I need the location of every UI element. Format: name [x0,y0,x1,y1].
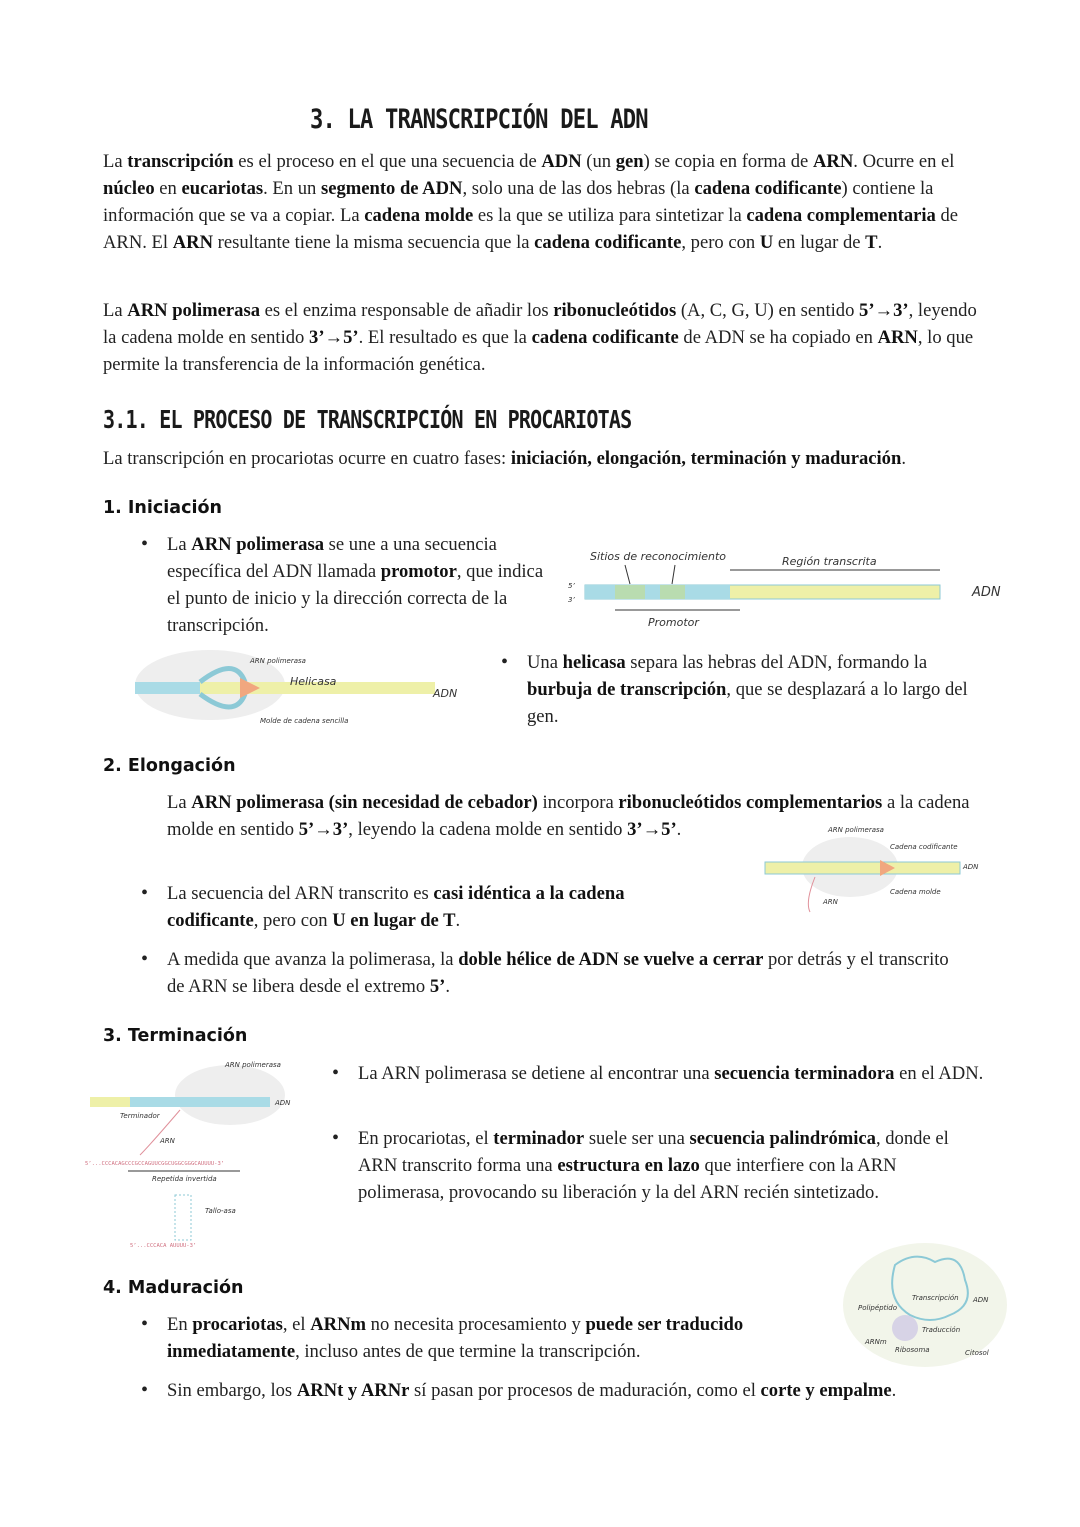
cell-diagram [840,1240,1010,1370]
label-promotor: Promotor [648,616,699,629]
bold-text: 5’→3’ [298,819,349,840]
bold-text: ARN [877,327,918,348]
text: no necesita procesamiento y [366,1314,586,1335]
text: es el proceso en el que una secuencia de [233,151,542,172]
text: . Ocurre en el [853,151,955,172]
phase-title-initiation: 1. Iniciación [103,498,222,518]
bullet-rna-sequence [103,880,683,934]
text: La [167,534,192,555]
text: . [891,1380,897,1401]
text: , lo que permite la transferencia de la información genética. [103,327,974,375]
label-adn: ADN [433,687,458,700]
bold-text: terminador [493,1128,585,1149]
label-pol: ARN polimerasa [250,657,306,665]
helicase-diagram [115,645,465,730]
text: , leyendo la cadena molde en sentido [348,819,628,840]
text: (un [581,151,616,172]
text: es el enzima responsable de añadir los [260,300,554,321]
label-arn: ARN [823,898,838,906]
bullet-helicase [463,649,983,730]
label-arn: ARN [160,1137,175,1145]
label-molde: Molde de cadena sencilla [260,717,349,725]
bold-text: 3’→5’ [309,327,359,348]
text: . [455,910,461,931]
text: , pero con [681,232,760,253]
text: , que indica el punto de inicio y la dirección correcta de la transcripción. [167,561,544,636]
bold-text: ARNm [310,1314,367,1335]
text: es la que se utiliza para sintetizar la [473,205,747,226]
bold-text: núcleo [103,178,155,199]
label-term: Terminador [120,1112,160,1120]
text: que interfiere con la ARN polimerasa, provocando su liberación y la del ARN recién sintetizado. [358,1155,897,1203]
bullet-helix-close [103,946,963,1000]
bold-text: transcripción [127,151,234,172]
text: en [154,178,182,199]
bold-text: cadena complementaria [746,205,936,226]
text: . [445,976,450,997]
label-arnm: ARNm [865,1338,887,1346]
bold-text: T [865,232,878,253]
bold-text: ribonucleótidos complementarios [618,792,883,813]
text: , donde el ARN transcrito forma una [358,1128,949,1176]
phase-title-elongation: 2. Elongación [103,756,236,776]
text: , que se desplazará a lo largo del gen. [527,679,968,727]
label-rep: Repetida invertida [152,1175,217,1183]
label-tallo: Tallo-asa [205,1207,236,1215]
label-adn: ADN [963,863,979,871]
bold-text: corte y empalme [760,1380,892,1401]
text: separa las hebras del ADN, formando la [625,652,928,673]
bold-text: procariotas [192,1314,283,1335]
bold-text: U [759,232,774,253]
label-trad: Traducción [922,1326,961,1334]
bold-text: doble hélice de ADN se vuelve a cerrar [458,949,764,970]
label-pol: ARN polimerasa [225,1061,281,1069]
bold-text: cadena codificante [694,178,842,199]
section-title: 3.1. EL PROCESO DE TRANSCRIPCIÓN EN PROCARIOTAS [103,405,632,434]
text: La [103,151,128,172]
bold-text: puede ser traducido inmediatamente [167,1314,744,1362]
text: . [877,232,883,253]
intro-paragraph-2 [103,297,983,378]
text: sí pasan por procesos de maduración, como el [409,1380,761,1401]
bold-text: segmento de ADN [320,178,463,199]
bullet-trna-rrna [103,1377,983,1404]
text: A medida que avanza la polimerasa, la [167,949,459,970]
section-intro [103,445,1003,472]
bold-text: gen [615,151,644,172]
text: La ARN polimerasa se detiene al encontrar una [358,1063,715,1084]
label-sites: Sitios de reconocimiento [590,550,727,563]
bold-text: ADN [541,151,582,172]
label-poli: Polipéptido [858,1304,898,1312]
promoter-diagram [560,540,1020,635]
text: ) contiene la información que se va a copiar. La [103,178,934,226]
bold-text: secuencia palindrómica [689,1128,876,1149]
phase-title-maturation: 4. Maduración [103,1278,244,1298]
phase-title-termination: 3. Terminación [103,1026,248,1046]
bold-text: ARN polimerasa (sin necesidad de cebador) [191,792,538,813]
bold-text: cadena molde [364,205,474,226]
text: , incluso antes de que termine la transcripción. [295,1341,641,1362]
bold-text: U en lugar de T [332,910,456,931]
bold-text: helicasa [562,652,626,673]
text: La [167,792,192,813]
bold-text: 5’→3’ [859,300,909,321]
text: incorpora [537,792,619,813]
bold-text: iniciación, elongación, terminación y maduración [510,448,902,469]
bold-text: eucariotas [181,178,264,199]
bold-text: promotor [380,561,457,582]
bullet-mrna [103,1311,803,1365]
label-helicasa: Helicasa [290,675,337,688]
text: de ARN. El [103,205,959,253]
bullet-promoter [103,531,553,639]
text: En [167,1314,193,1335]
elongation-diagram [750,822,990,917]
label-3: 3’ [568,596,575,604]
text: , el [282,1314,311,1335]
bold-text: casi idéntica a la cadena codificante [167,883,625,931]
bold-text: burbuja de transcripción [527,679,727,700]
label-adn: ADN [275,1099,291,1107]
bold-text: secuencia terminadora [714,1063,895,1084]
text: en lugar de [773,232,866,253]
label-molde: Cadena molde [890,888,941,896]
bold-text: cadena codificante [534,232,682,253]
bold-text: 3’→5’ [627,819,677,840]
page-title: 3. LA TRANSCRIPCIÓN DEL ADN [310,104,648,135]
bold-text: ribonucleótidos [553,300,677,321]
text: La secuencia del ARN transcrito es [167,883,434,904]
text: En procariotas, el [358,1128,494,1149]
text: (A, C, G, U) en sentido [676,300,860,321]
intro-paragraph [103,148,983,256]
text: Una [527,652,563,673]
text: La transcripción en procariotas ocurre en cuatro fases: [103,448,511,469]
label-ribo: Ribosoma [895,1346,930,1354]
text: se une a una secuencia específica del ADN llamada [167,534,497,582]
label-trans: Transcripción [912,1294,959,1302]
bold-text: cadena codificante [531,327,679,348]
sequence: 5’...CCCACAGCCCGCCAGUUCGGCUGGCGGGCAUUUU-3’ [85,1161,225,1167]
bold-text: ARNt y ARNr [296,1380,410,1401]
text: , solo una de las dos hebras (la [462,178,695,199]
bullet-terminator [294,1060,984,1087]
text: a la cadena molde en sentido [167,792,970,840]
label-region: Región transcrita [782,555,877,568]
bold-text: estructura en lazo [557,1155,700,1176]
text: resultante tiene la misma secuencia que la [213,232,535,253]
label-cit: Citosol [965,1349,989,1357]
text: La [103,300,128,321]
text: en el ADN. [894,1063,984,1084]
bold-text: ARN polimerasa [127,300,260,321]
bold-text: ARN polimerasa [191,534,324,555]
bold-text: ARN [172,232,214,253]
text: Sin embargo, los [167,1380,297,1401]
label-5: 5’ [568,582,575,590]
label-pol: ARN polimerasa [828,826,884,834]
bold-text: ARN [812,151,854,172]
termination-diagram [80,1055,300,1250]
text: de ADN se ha copiado en [678,327,878,348]
label-adn: ADN [972,585,1001,600]
bullet-palindrome [294,1125,984,1206]
text: , leyendo la cadena molde en sentido [103,300,977,348]
text: . [901,448,906,469]
text: . El resultado es que la [358,327,532,348]
label-cod: Cadena codificante [890,843,958,851]
text: por detrás y el transcrito de ARN se libera desde el extremo [167,949,949,997]
text: , pero con [253,910,333,931]
sequence-2: 5’...CCCACA AUUUU-3’ [130,1243,197,1249]
text: . [676,819,682,840]
text: . En un [263,178,321,199]
text: suele ser una [584,1128,690,1149]
text: ) se copia en forma de [643,151,813,172]
label-adn: ADN [973,1296,989,1304]
bold-text: 5’ [429,976,446,997]
